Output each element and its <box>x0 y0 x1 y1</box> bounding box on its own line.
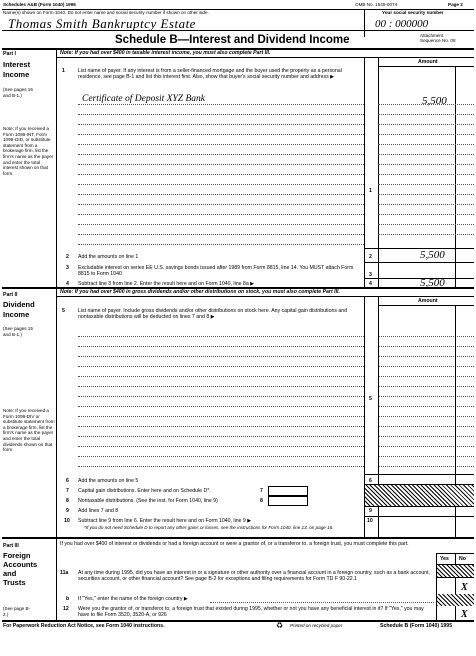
line-1-box: 1 <box>369 188 372 194</box>
schedule-title: Schedule B—Interest and Dividend Income <box>115 34 350 46</box>
line-3-number: 3 <box>66 265 69 271</box>
line-10-text: Subtract line 9 from line 6. Enter the result here and on Form 1040, line 9 ▶ <box>78 518 252 524</box>
line-11a-text: At any time during 1995, did you have an interest in or a signature or other authority over a financial account in a foreign country, such as a bank account, securities account, or other financial account? See page B-2 for exceptions and filing requirements for Form TD F 90-22.1 <box>78 570 430 583</box>
name-label: Name(s) shown on Form 1040. Do not enter name and social security number if shown on other side. <box>3 10 209 15</box>
line-6-number: 6 <box>66 478 69 484</box>
line-11a-no-checkbox[interactable]: X <box>461 582 468 593</box>
hatched-area-lines-7-8 <box>365 485 474 506</box>
part-2-label: Part II <box>3 292 18 298</box>
part-1-title-2: Income <box>3 70 30 79</box>
part-2-title: Dividend <box>3 300 35 309</box>
schedule-footer: Schedule B (Form 1040) 1995 <box>380 623 453 629</box>
part-3-title-3: and <box>3 569 17 578</box>
line-11a-number: 11a <box>60 570 69 576</box>
line-7-box: 7 <box>260 488 263 494</box>
line-4-box: 4 <box>369 281 372 287</box>
line-9-box: 9 <box>369 508 372 514</box>
line-8-number: 8 <box>66 498 69 504</box>
paperwork-notice: For Paperwork Reduction Act Notice, see Form 1040 instructions. <box>3 623 165 629</box>
part-1-amount-header: Amount <box>418 59 438 65</box>
part-2-footnote: *If you do not need Schedule D to report any other gains or losses, see the instructions for Form 1040, line 13, on page 16. <box>84 525 334 530</box>
line-8-box: 8 <box>260 498 263 504</box>
line-2-number: 2 <box>66 254 69 260</box>
line-6-box: 6 <box>369 478 372 484</box>
line-2-box: 2 <box>369 254 372 260</box>
foreign-country-field[interactable] <box>210 602 434 603</box>
line-7-field[interactable] <box>268 486 308 496</box>
part-3-title: Foreign <box>3 551 31 560</box>
hatched-area-part-3-b <box>437 594 474 606</box>
part-3-intro: If you had over $400 of interest or dividends or had a foreign account or were a grantor of, or a transferor to, a foreign trust, you must complete this part. <box>60 541 409 547</box>
part-2-title-2: Income <box>3 310 30 319</box>
taxpayer-name-field[interactable]: Thomas Smith Bankruptcy Estate <box>8 16 196 31</box>
recycle-icon: ♻ <box>276 621 284 630</box>
line-10-number: 10 <box>64 518 70 524</box>
part-1-label: Part I <box>3 51 16 57</box>
line-6-text: Add the amounts on line 5 <box>78 478 139 484</box>
part-1-title: Interest <box>3 60 31 69</box>
line-12-no-checkbox[interactable]: X <box>461 609 468 620</box>
recycled-note: Printed on recycled paper <box>290 623 343 628</box>
part-3-title-4: Trusts <box>3 578 26 587</box>
line-4-text: Subtract line 3 from line 2. Enter the result here and on Form 1040, line 8a ▶ <box>78 281 255 287</box>
line-5-number: 5 <box>62 308 65 314</box>
line-2-text: Add the amounts on line 1 <box>78 254 139 260</box>
line-4-amount-field[interactable]: 5,500 <box>420 277 445 289</box>
line-11b-number: b <box>66 596 70 602</box>
part-2-note: Note: If you received a Form 1099-DIV or substitute statement from a brokerage firm, list the firm's name as the payer and enter the total dividends shown on that form. <box>3 408 55 453</box>
line-9-number: 9 <box>66 508 69 514</box>
line-11b-text: If "Yes," enter the name of the foreign country ▶ <box>78 596 188 602</box>
no-header: No <box>459 556 466 562</box>
part-3-see: (See page B-2.) <box>3 606 31 617</box>
part-3-title-2: Accounts <box>3 560 38 569</box>
line-12-number: 12 <box>63 606 69 612</box>
line-3-box: 3 <box>369 272 372 278</box>
line-5-box: 5 <box>369 396 372 402</box>
payer-name-field[interactable]: Certificate of Deposit XYZ Bank <box>82 94 205 104</box>
part-1-see: (See pages 15 and B-1.) <box>3 87 33 98</box>
part-2-amount-header: Amount <box>418 298 438 304</box>
omb-number: OMB No. 1545-0074 <box>355 2 398 7</box>
line-3-text: Excludable interest on series EE U.S. savings bonds issued after 1989 from Form 8815, line 14. You MUST attach Form 8815 to Form 1040 <box>78 265 354 278</box>
part-1-top-note: Note: If you had over $400 in taxable interest income, you must also complete Part III. <box>60 50 271 56</box>
line-1-number: 1 <box>62 68 65 74</box>
line-9-text: Add lines 7 and 8 <box>78 508 119 514</box>
ssn-field[interactable]: 00 : 000000 <box>375 18 429 30</box>
line-12-text: Were you the grantor of, or transferor to, a foreign trust that existed during 1995, whether or not you have any beneficial interest in it? If "Yes," you may have to file Form 3520, 3520-A, or 926 <box>78 606 424 619</box>
form-name: Schedules A&B (Form 1040) 1995 <box>3 2 76 7</box>
part-3-label: Part III <box>3 543 19 549</box>
line-8-text: Nontaxable distributions. (See the inst. for Form 1040, line 9) <box>78 498 218 504</box>
payer-amount-field[interactable]: 5,500 <box>422 95 447 107</box>
line-8-field[interactable] <box>268 496 308 506</box>
line-5-text: List name of payer. Include gross dividends and/or other distributions on stock here. Any capital gain distributions and nontaxable distributions will be deducted on lines 7 and 8 ▶ <box>78 308 348 321</box>
line-2-amount-field[interactable]: 5,500 <box>420 249 445 261</box>
yes-header: Yes <box>440 556 449 562</box>
line-10-box: 10 <box>367 518 373 524</box>
part-2-top-note: Note: If you had over $400 in gross dividends and/or other distributions on stock, you must also complete Part III. <box>60 289 340 295</box>
page-number: Page 2 <box>448 2 463 7</box>
ssn-label: Your social security number <box>382 10 444 15</box>
sequence-number: Sequence No. 08 <box>420 38 456 43</box>
line-4-number: 4 <box>66 281 69 287</box>
hatched-area-part-3 <box>437 565 474 577</box>
line-7-number: 7 <box>66 488 69 494</box>
line-1-text: List name of payer. If any interest is from a seller-financed mortgage and the buyer used the property as a personal residence, see page B-1 and list this interest first. Also, show that buyer's social security number and address ▶ <box>78 68 342 81</box>
part-2-see: (See pages 15 and B-1.) <box>3 326 33 337</box>
attachment-label: Attachment <box>420 33 444 38</box>
line-7-text: Capital gain distributions. Enter here and on Schedule D*. <box>78 488 211 494</box>
part-1-note: Note: If you received a Form 1099-INT, Form 1099-OID, or substitute statement from a brokerage firm, list the firm's name as the payer and enter the total interest shown on that form. <box>3 126 54 176</box>
